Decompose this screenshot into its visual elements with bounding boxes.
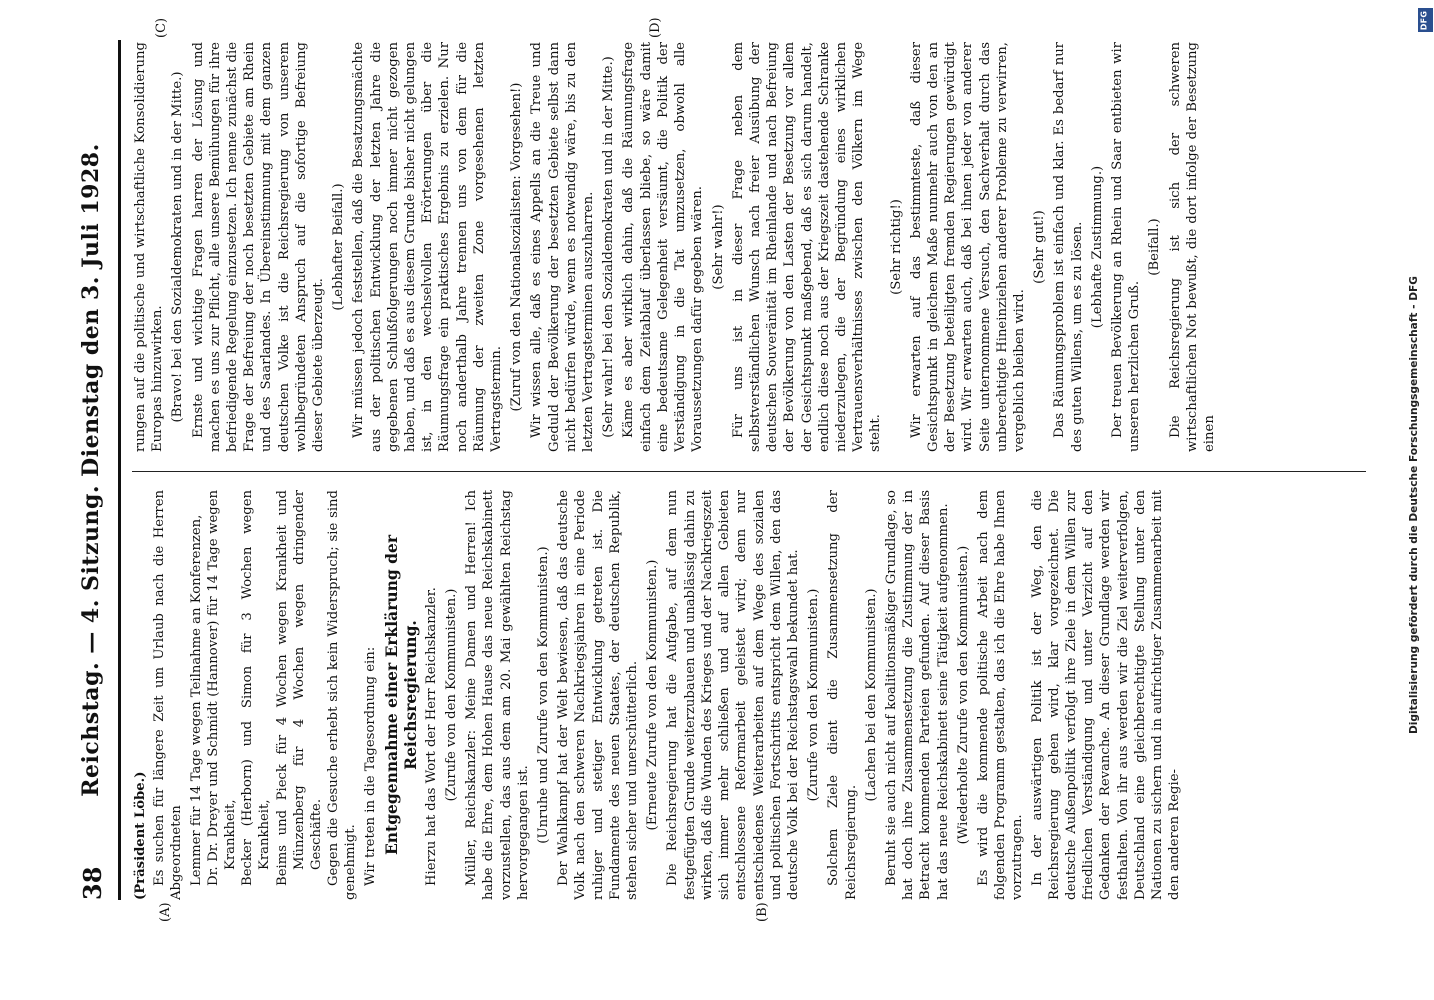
left-text-column: [132, 490, 1366, 900]
interjection: (Sehr gut!): [1032, 210, 1048, 284]
paragraph: rungen auf die politische und wirtschaftliche Konsolidierung Europas hinzuwirken.: [133, 42, 166, 452]
interjection: (Lebhafter Beifall.): [331, 183, 347, 311]
interjection: (Bravo! bei den Sozialdemokraten und in der Mitte.): [170, 71, 186, 423]
paragraph: Solchem Ziele dient die Zusammensetzung der Reichsregierung.: [826, 490, 859, 900]
paragraph: Wir treten in die Tagesordnung ein:: [362, 646, 378, 886]
paragraph: Wir müssen jedoch feststellen, daß die Besatzungsmächte aus der politischen Entwicklung der letzten Jahre die gegebenen Schlußfolgerungen noch immer nicht gezogen haben, und daß es aus diesem Grunde bisher nicht gelungen ist, in den wechselvollen Erörterungen über die Räumungsfrage ein praktisches Ergebnis zu erzielen. Nur noch anderthalb Jahre trennen uns von dem für die Räumung der zweiten Zone vorgesehenen letzten Vertragstermin.: [351, 42, 505, 452]
paragraph: Der Wahlkampf hat der Welt bewiesen, daß das deutsche Volk nach den schweren Nachkriegsjahren in eine Periode ruhiger und stetiger Entwicklung getreten ist. Die Fundamente des neuen Staates, der deutschen Republik, stehen sicher und unerschütterlich.: [556, 490, 641, 900]
paragraph: Es suchen für längere Zeit um Urlaub nach die Herren Abgeordneten: [152, 490, 185, 900]
paragraph: Die Reichsregierung hat die Aufgabe, auf dem nun festgefügten Grunde weiterzubauen und unablässig dahin zu wirken, daß die Wunden des Krieges und der Nachkriegszeit sich immer mehr schließen und auf allen Gebieten entschlossene Reformarbeit geleistet wird; denn nur entschiedenes Weiterarbeiten auf dem Wege des sozialen und politischen Fortschritts entspricht dem Willen, den das deutsche Volk bei der Reichstagswahl bekundet hat.: [665, 490, 801, 900]
margin-mark-c: (C): [154, 17, 169, 38]
paragraph: Gegen die Gesuche erhebt sich kein Widerspruch; sie sind genehmigt.: [326, 490, 359, 900]
funding-note: Digitalisierung gefördert durch die Deutsche Forschungsgemeinschaft - DFG: [1408, 276, 1420, 734]
header-rule: [118, 40, 121, 900]
margin-mark-d: (D): [648, 17, 663, 38]
rotated-protocol-page: [50, 17, 1380, 922]
paragraph: Für uns ist in dieser Frage neben dem selbstverständlichen Wunsch nach freier Ausübung der deutschen Souveränität im Rheinlande und nach Befreiung der Bevölkerung von den Lasten der Besetzung vor allem der Gesichtspunkt maßgebend, daß es sich darum handelt, endlich diese noch aus der Kriegszeit dastehende Schranke niederzulegen, die der Begründung eines wirklichen Vertrauensverhältnisses zwischen den Völkern im Wege steht.: [730, 42, 884, 452]
paragraph: Die Reichsregierung ist sich der schweren wirtschaftlichen Not bewußt, die dort infolge der Besetzung einen: [1167, 42, 1217, 452]
leave-request-entry: Beims und Pieck für 4 Wochen wegen Krankheit und Münzenberg für 4 Wochen wegen dringender Geschäfte.: [274, 490, 325, 886]
leave-request-entry: Becker (Herborn) und Simon für 3 Wochen wegen Krankheit,: [240, 490, 273, 886]
interjection: (Unruhe und Zurufe von den Kommunisten.): [536, 546, 552, 844]
speaker-heading: (Präsident Löbe.): [133, 771, 148, 900]
interjection: (Zurufe von den Kommunisten.): [806, 588, 822, 802]
margin-mark-b: (B): [755, 902, 770, 922]
page-header: [78, 40, 118, 900]
agenda-item-heading: Entgegennahme einer Erklärung der Reichsregierung.: [381, 534, 420, 856]
paragraph: Das Räumungsproblem ist einfach und klar. Es bedarf nur des guten Willens, um es zu lösen.: [1052, 42, 1085, 452]
interjection: (Lebhafte Zustimmung.): [1089, 165, 1105, 329]
interjection: (Zuruf von den Nationalsozialisten: Vorgesehen!): [509, 82, 525, 412]
interjection: (Erneute Zurufe von den Kommunisten.): [645, 559, 661, 831]
paragraph: Beruht sie auch nicht auf koalitionsmäßiger Grundlage, so hat doch ihre Zusammensetzung die Zustimmung der in Betracht kommenden Parteien gefunden. Auf dieser Basis hat das neue Reichskabinett seine Tätigkeit aufgenommen.: [883, 490, 951, 900]
paragraph: Hierzu hat das Wort der Herr Reichskanzler.: [423, 587, 439, 886]
interjection: (Lachen bei den Kommunisten.): [863, 588, 879, 802]
paragraph: Wir wissen alle, daß es eines Appells an die Treue und Geduld der Bevölkerung der besetzten Gebiete selbst dann nicht bedürfen würde, wenn es notwendig wäre, bis zu den letzten Vertragsterminen auszuharren.: [529, 42, 597, 452]
margin-mark-a: (A): [158, 902, 173, 922]
dfg-logo-text: DFG: [1419, 10, 1429, 31]
paragraph: In der auswärtigen Politik ist der Weg, den die Reichsregierung gehen wird, klar vorgezeichnet. Die deutsche Außenpolitik verfolgt ihre Ziele in dem Willen zur friedlichen Verständigung und unter Verzicht auf den Gedanken der Revanche. An dieser Grundlage werden wir festhalten. Von ihr aus werden wir die Ziel weiterverfolgen, Deutschland eine gleichberechtigte Stellung unter den Nationen zu sichern und in aufrichtiger Zusammenarbeit mit den anderen Regie-: [1029, 490, 1183, 900]
leave-request-entry: Lemmer für 14 Tage wegen Teilnahme an Konferenzen,: [188, 514, 204, 886]
interjection: (Sehr wahr! bei den Sozialdemokraten und in der Mitte.): [601, 56, 617, 438]
column-divider: [132, 471, 1366, 472]
right-text-column: [132, 42, 1366, 452]
paragraph: Käme es aber wirklich dahin, daß die Räumungsfrage einfach dem Zeitablauf überlassen bliebe, so wäre damit eine bedeutsame Gelegenheit versäumt, die Politik der Verständigung in die Tat umzusetzen, obwohl alle Voraussetzungen dafür gegeben wären.: [621, 42, 706, 452]
paragraph: Ernste und wichtige Fragen harren der Lösung und machen es uns zur Pflicht, alle unsere Bemühungen für ihre befriedigende Regelung einzusetzen. Ich nenne zunächst die Frage der Befreiung der noch besetzten Gebiete am Rhein und des Saarlandes. In Übereinstimmung mit dem ganzen deutschen Volke ist die Reichsregierung von unserem wohlbegründeten Anspruch auf die sofortige Befreiung dieser Gebiete überzeugt.: [190, 42, 327, 452]
paragraph: Wir erwarten auf das bestimmteste, daß dieser Gesichtspunkt in gleichem Maße nunmehr auch von den an der Besetzung beteiligten fremden Regierungen gewürdigt wird. Wir erwarten auch, daß bei ihnen jeder von anderer Seite unternommene Versuch, den Sachverhalt durch das unberechtigte Hineinziehen anderer Probleme zu verwirren, vergeblich bleiben wird.: [908, 42, 1027, 452]
paragraph: Es wird die kommende politische Arbeit nach dem folgenden Programm gestalten, das ich die Ehre habe Ihnen vorzutragen.: [975, 490, 1026, 900]
paragraph: Der treuen Bevölkerung an Rhein und Saar entbieten wir unseren herzlichen Gruß.: [1109, 42, 1143, 452]
interjection: (Wiederholte Zurufe von den Kommunisten.): [955, 545, 971, 845]
leave-request-entry: Dr. Dr. Dreyer und Schmidt (Hannover) für 14 Tage wegen Krankheit,: [205, 490, 239, 886]
interjection: (Beifall.): [1147, 218, 1163, 276]
interjection: (Sehr wahr!): [710, 204, 726, 290]
page-title: Reichstag. — 4. Sitzung. Dienstag den 3. Juli 1928.: [78, 143, 104, 797]
interjection: (Zurufe von den Kommunisten.): [444, 588, 460, 802]
paragraph: Müller, Reichskanzler: Meine Damen und Herren! Ich habe die Ehre, dem Hohen Hause das neue Reichskabinett vorzustellen, das aus dem am 20. Mai gewählten Reichstag hervorgegangen ist.: [464, 490, 531, 900]
page-number: 38: [78, 866, 107, 900]
interjection: (Sehr richtig!): [888, 199, 904, 295]
